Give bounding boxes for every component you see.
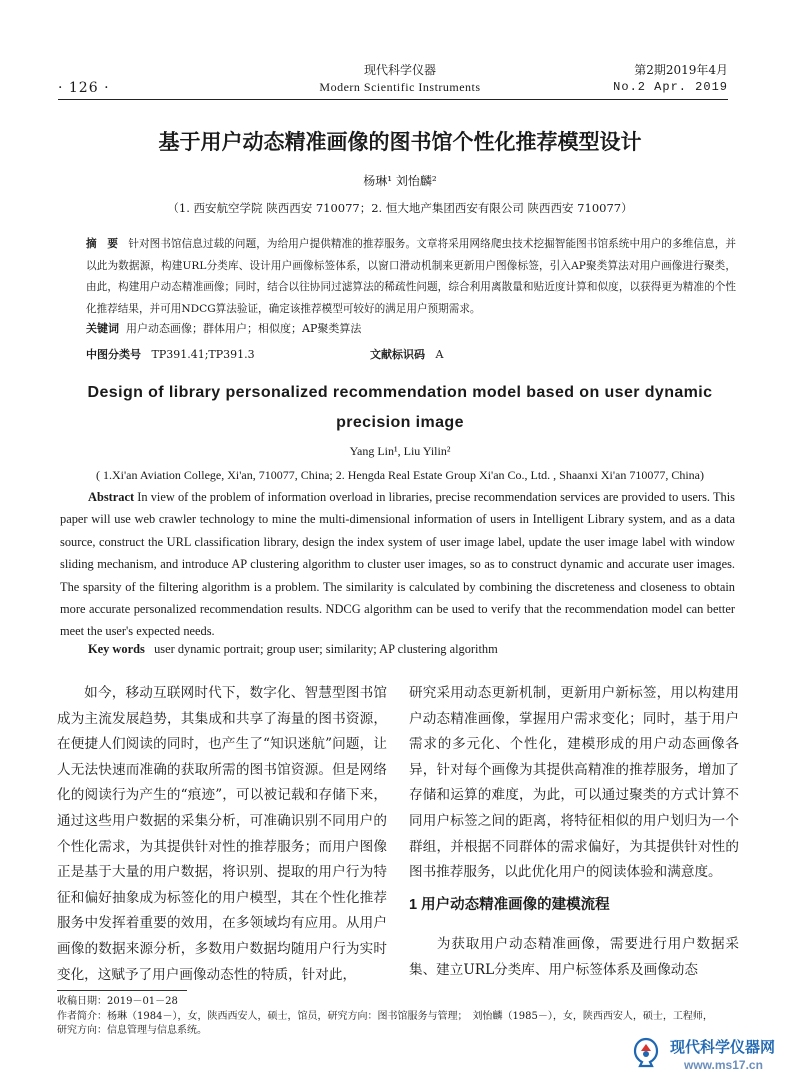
footnote-divider (57, 990, 187, 991)
paper-title-en: Design of library personalized recommendation model based on user dynamic precision image (87, 384, 713, 431)
doc-code-label: 文献标识码 (370, 348, 425, 361)
abstract-en-text: In view of the problem of information overload in libraries, precise recommendation services are provided to users. This paper will use web crawler technology to mine the multi-dimensional information of users in Intelligent Library system, and as a data source, construct the URL classification library, design the index system of user image label, update the user image label with window sliding mechanism, and introduce AP clustering algorithm to cluster user images, so as to construct dynamic and accurate user images. The sparsity of the filtering algorithm is a problem. The similarity is calculated by combining the discreteness and closeness to obtain more accurate personalized recommendation results. NDCG algorithm can be used to verify that the recommendation model can better meet the user's expected needs. (60, 490, 735, 639)
classification-row (86, 346, 736, 362)
authors-cn: 杨琳¹ 刘怡麟² (363, 174, 437, 188)
doc-code (370, 346, 443, 362)
keywords-cn (86, 320, 361, 336)
issue-cn: 第2期2019年4月 (634, 63, 728, 77)
authors-en: Yang Lin¹, Liu Yilin² (349, 444, 451, 458)
issue-info (613, 62, 728, 96)
site-name: 现代科学仪器网 (670, 1039, 776, 1056)
body-left-text: 如今，移动互联网时代下，数字化、智慧型图书馆成为主流发展趋势，其集成和共享了海量的图书资源，在便捷人们阅读的同时，也产生了“知识迷航”问题，让人无法快速而准确的获取所需的图书馆资源。但是网络化的阅读行为产生的“痕迹”，可以被记载和存储下来，通过这些用户数据的采集分析，可准确识别不同用户的个性化需求，为其提供针对性的推荐服务；而用户图像正是基于大量的用户数据，将识别、提取的用户行为特征和偏好抽象成为标签化的用户模型，其在个性化推荐服务中发挥着重要的效用，在多领域均有应用。从用户画像的数据来源分析，多数用户数据均随用户行为实时变化，这赋予了用户画像动态性的特质，针对此， (57, 685, 387, 983)
doc-code-value: A (435, 348, 444, 361)
keywords-en (88, 642, 498, 657)
page-number: · 126 · (58, 80, 110, 96)
abstract-cn (86, 234, 736, 320)
body-right-column-bottom (409, 932, 739, 983)
abstract-cn-label: 摘 要 (86, 238, 118, 250)
keywords-en-text: user dynamic portrait; group user; similarity; AP clustering algorithm (154, 642, 498, 656)
body-left-column (57, 681, 387, 988)
section-heading: 1 用户动态精准画像的建模流程 (409, 897, 610, 913)
clc-label: 中图分类号 (86, 348, 141, 361)
paper-title-cn: 基于用户动态精准画像的图书馆个性化推荐模型设计 (158, 129, 642, 154)
abstract-cn-text: 针对图书馆信息过载的问题，为给用户提供精准的推荐服务。文章将采用网络爬虫技术挖掘智能图书馆系统中用户的多维信息，并以此为数据源，构建URL分类库、设计用户画像标签体系，以窗口滑动机制来更新用户图像标签，引入AP聚类算法对用户画像进行聚类，由此，构建用户动态精准画像；同时，结合以往协同过滤算法的稀疏性问题，综合利用离散量和贴近度计算和似度，以获得更为精准的个性化推荐结果，并可用NDCG算法验证，确定该推荐模型可较好的满足用户预期需求。 (86, 238, 737, 315)
site-watermark (628, 1030, 788, 1080)
abstract-en-label: Abstract (88, 490, 135, 504)
affiliation-en: ( 1.Xi'an Aviation College, Xi'an, 710077, China; 2. Hengda Real Estate Group Xi'an Co., Ltd. , Shaanxi Xi'an 710077, China) (96, 468, 704, 482)
affiliation-cn: （1. 西安航空学院 陕西西安 710077；2. 恒大地产集团西安有限公司 陕西西安 710077） (167, 201, 633, 215)
abstract-en (60, 486, 735, 643)
author-bio-line2: 研究方向：信息管理与信息系统。 (57, 1025, 207, 1036)
site-logo-icon (630, 1036, 662, 1068)
body-right-column-top: 研究采用动态更新机制，更新用户新标签，用以构建用户动态精准画像，掌握用户需求变化；同时，基于用户需求的多元化、个性化，建模形成的用户动态画像各异，针对每个画像为其提供高精准的推荐服务，增加了存储和运算的难度，为此，可以通过聚类的方式计算不同用户标签之间的距离，将特征相似的用户划归为一个群组，并根据不同群体的需求偏好，为其提供针对性的图书推荐服务，以此优化用户的阅读体验和满意度。 (409, 685, 739, 881)
header-divider (58, 99, 728, 100)
site-url: www.ms17.cn (684, 1058, 763, 1072)
keywords-en-label: Key words (88, 642, 145, 656)
clc-value: TP391.41;TP391.3 (151, 348, 255, 361)
issue-en: No.2 Apr. 2019 (613, 80, 728, 94)
journal-name-cn: 现代科学仪器 (363, 63, 436, 77)
keywords-cn-label: 关键词 (86, 322, 119, 335)
author-bio-line1: 作者简介：杨琳（1984－），女，陕西西安人，硕士，馆员，研究方向：图书馆服务与管理； 刘怡麟（1985－），女，陕西西安人，硕士，工程师， (57, 1010, 713, 1022)
keywords-cn-text: 用户动态画像；群体用户；相似度；AP聚类算法 (126, 322, 362, 335)
journal-name-en: Modern Scientific Instruments (319, 80, 481, 94)
body-right-bottom-text: 为获取用户动态精准画像，需要进行用户数据采集、建立URL分类库、用户标签体系及画像动态 (409, 936, 739, 978)
received-date: 收稿日期：2019－01－28 (57, 996, 178, 1007)
